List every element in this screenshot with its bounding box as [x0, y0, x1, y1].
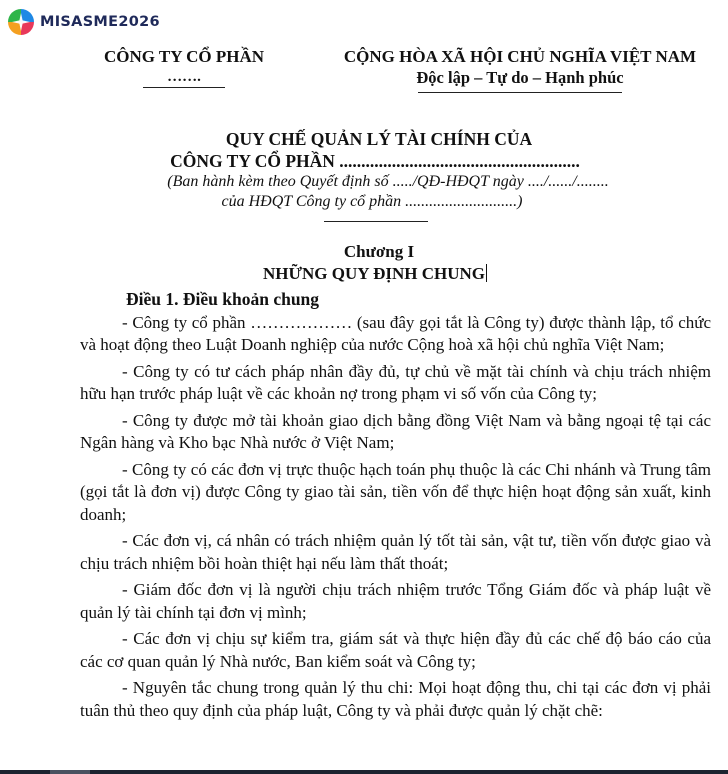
company-name: CÔNG TY CỔ PHẦN [103, 47, 265, 66]
chapter-title: NHỮNG QUY ĐỊNH CHUNG [262, 264, 486, 283]
article-paragraph: - Nguyên tắc chung trong quản lý thu chi: Mọi hoạt động thu, chi tại các đơn vị phải tuân thủ theo quy định của pháp luật, Công ty và phải được quản lý chặt chẽ: [80, 678, 711, 720]
chapter-heading [0, 241, 728, 285]
document-title-line2: CÔNG TY CỔ PHẦN ....................................................... [170, 151, 580, 171]
brand-name: MISASME2026 [40, 14, 160, 30]
document-title-block [0, 128, 728, 222]
document-title-line1: QUY CHẾ QUẢN LÝ TÀI CHÍNH CỦA [225, 129, 533, 149]
chapter-number: Chương I [343, 242, 415, 261]
chapter-title-line[interactable] [22, 263, 728, 285]
scroll-indicator[interactable] [50, 770, 90, 774]
article-paragraph: - Giám đốc đơn vị là người chịu trách nhiệm trước Tổng Giám đốc và pháp luật về quản lý tài chính tại đơn vị mình; [80, 580, 711, 622]
brand-logo-icon [8, 9, 34, 35]
issuance-note-line1: (Ban hành kèm theo Quyết định số ...../QĐ-HĐQT ngày ..../....../........ [167, 173, 609, 190]
company-header-underline [143, 87, 225, 88]
national-header [330, 46, 710, 93]
article-paragraph: - Các đơn vị, cá nhân có trách nhiệm quản lý tốt tài sản, vật tư, tiền vốn được giao và chịu trách nhiệm bồi hoàn thiệt hại nếu làm thất thoát; [80, 531, 711, 573]
article-body [80, 312, 711, 726]
title-divider [324, 221, 428, 222]
national-motto: Độc lập – Tự do – Hạnh phúc [416, 68, 624, 87]
text-cursor [486, 264, 487, 282]
article-paragraph: - Công ty cổ phần ……………… (sau đây gọi tắt là Công ty) được thành lập, tổ chức và hoạt động theo Luật Doanh nghiệp của nước Cộng hoà xã hội chủ nghĩa Việt Nam; [80, 313, 711, 355]
bottom-edge-bar [0, 770, 728, 774]
issuance-note-line2: của HĐQT Công ty cổ phần ............................) [221, 193, 523, 210]
article-paragraph: - Công ty có tư cách pháp nhân đầy đủ, tự chủ về mặt tài chính và chịu trách nhiệm hữu hạn trước pháp luật về các khoản nợ trong phạm vi số vốn của Công ty; [80, 362, 711, 404]
country-name: CỘNG HÒA XÃ HỘI CHỦ NGHĨA VIỆT NAM [343, 47, 697, 66]
company-header [96, 46, 272, 88]
watermark-logo [8, 9, 160, 35]
national-header-underline [418, 92, 622, 93]
article-paragraph: - Công ty có các đơn vị trực thuộc hạch toán phụ thuộc là các Chi nhánh và Trung tâm (gọi tắt là đơn vị) được Công ty giao tài sản, tiền vốn để thực hiện hoạt động sản xuất, kinh doanh; [80, 460, 711, 524]
article-paragraph: - Công ty được mở tài khoản giao dịch bằng đồng Việt Nam và bằng ngoại tệ tại các Ngân hàng và Kho bạc Nhà nước ở Việt Nam; [80, 411, 711, 453]
article-paragraph: - Các đơn vị chịu sự kiểm tra, giám sát và thực hiện đầy đủ các chế độ báo cáo của các cơ quan quản lý Nhà nước, Ban kiểm soát và Công ty; [80, 629, 711, 671]
company-name-placeholder: ……. [167, 69, 201, 85]
article-heading: Điều 1. Điều khoản chung [126, 289, 320, 309]
